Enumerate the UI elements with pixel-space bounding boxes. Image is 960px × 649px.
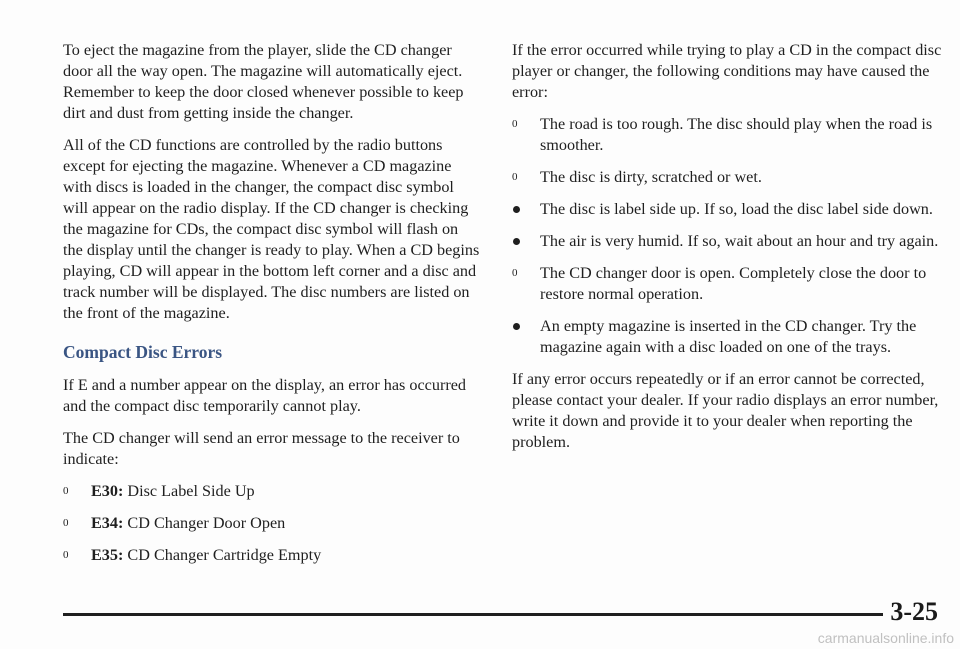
- condition-text: The CD changer door is open. Completely close the door to restore normal operation.: [540, 264, 927, 303]
- condition-item: [512, 199, 942, 220]
- error-code-text: CD Changer Cartridge Empty: [127, 546, 322, 564]
- bullet-dot-icon: [513, 206, 520, 213]
- bullet-icon: 0: [63, 517, 69, 529]
- footer-rule: [63, 613, 883, 616]
- bullet-dot-icon: [513, 238, 520, 245]
- error-code-item: [63, 513, 481, 534]
- error-code-text: CD Changer Door Open: [127, 514, 286, 532]
- error-code: E35:: [91, 546, 124, 564]
- error-code-text: Disc Label Side Up: [127, 482, 255, 500]
- error-intro-paragraph: If E and a number appear on the display, an error has occurred and the compact disc temporarily cannot play.: [63, 376, 467, 415]
- watermark: carmanualsonline.info: [817, 630, 954, 646]
- conditions-intro-paragraph: If the error occurred while trying to play a CD in the compact disc player or changer, the following conditions may have caused the error:: [512, 41, 942, 101]
- condition-item: [512, 316, 942, 358]
- condition-text: An empty magazine is inserted in the CD changer. Try the magazine again with a disc loaded on one of the trays.: [540, 317, 917, 356]
- bullet-icon: 0: [63, 549, 69, 561]
- error-code: E34:: [91, 514, 124, 532]
- condition-item: [512, 231, 942, 252]
- error-message-paragraph: The CD changer will send an error message to the receiver to indicate:: [63, 429, 460, 468]
- condition-text: The air is very humid. If so, wait about an hour and try again.: [540, 232, 939, 250]
- condition-text: The road is too rough. The disc should play when the road is smoother.: [540, 115, 933, 154]
- cd-functions-paragraph: All of the CD functions are controlled by the radio buttons except for ejecting the magazine. Whenever a CD magazine with discs is loaded in the changer, the compact disc symbol will appear on the radio display. If the CD changer is checking the magazine for CDs, the compact disc symbol will flash on the display until the changer is ready to play. When a CD begins playing, CD will appear in the bottom left corner and a disc and track number will be displayed. The disc numbers are listed on the front of the magazine.: [63, 136, 480, 322]
- condition-text: The disc is label side up. If so, load the disc label side down.: [540, 200, 933, 218]
- eject-paragraph: To eject the magazine from the player, slide the CD changer door all the way open. The magazine will automatically eject. Remember to keep the door closed whenever possible to keep dirt and dust from getting inside the changer.: [63, 41, 464, 122]
- bullet-icon: 0: [512, 171, 518, 183]
- page-number: 3-25: [890, 597, 938, 626]
- error-code-item: [63, 481, 481, 502]
- error-code-item: [63, 545, 481, 566]
- bullet-icon: 0: [512, 118, 518, 130]
- condition-item: [512, 114, 942, 156]
- right-column: [512, 40, 942, 464]
- bullet-dot-icon: [513, 323, 520, 330]
- left-column: [63, 40, 481, 577]
- condition-item: [512, 167, 942, 188]
- closing-paragraph: If any error occurs repeatedly or if an error cannot be corrected, please contact your dealer. If your radio displays an error number, write it down and provide it to your dealer when reporting the problem.: [512, 370, 939, 451]
- bullet-icon: 0: [63, 485, 69, 497]
- error-code: E30:: [91, 482, 124, 500]
- condition-text: The disc is dirty, scratched or wet.: [540, 168, 762, 186]
- section-heading: Compact Disc Errors: [63, 342, 223, 362]
- condition-item: [512, 263, 942, 305]
- bullet-icon: 0: [512, 267, 518, 279]
